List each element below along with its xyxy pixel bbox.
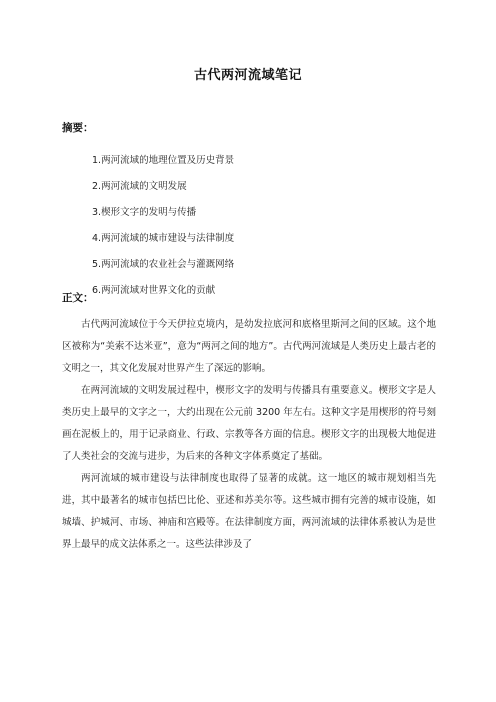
abstract-item: 5.两河流域的农业社会与灌溉网络: [92, 259, 235, 270]
abstract-item: 2.两河流域的文明发展: [92, 181, 187, 192]
abstract-item: 6.两河流域对世界文化的贡献: [92, 285, 216, 296]
body-heading: 正文：: [62, 292, 94, 304]
abstract-list: [92, 148, 234, 304]
body-paragraph: 古代两河流域位于今天伊拉克境内，是幼发拉底河和底格里斯河之间的区域。这个地区被称为“美索不达米亚”，意为“两河之间的地方”。古代两河流域是人类历史上最古老的文明之一，其文化发展对世界产生了深远的影响。: [62, 319, 436, 374]
abstract-item: 1.两河流域的地理位置及历史背景: [92, 155, 235, 166]
abstract-heading: 摘要：: [62, 122, 94, 134]
abstract-item: 4.两河流域的城市建设与法律制度: [92, 233, 235, 244]
document-title: 古代两河流域笔记: [193, 68, 302, 83]
body-paragraph: 在两河流域的文明发展过程中，楔形文字的发明与传播具有重要意义。楔形文字是人类历史上最早的文字之一，大约出现在公元前 3200 年左右。这种文字是用楔形的符号刻画在泥板上的，用于记录商业、行政、宗教等各方面的信息。楔形文字的出现极大地促进了人类社会的交流与进步，为后来的各种文字体系奠定了基础。: [62, 385, 436, 462]
abstract-item: 3.楔形文字的发明与传播: [92, 207, 197, 218]
body-paragraph: 两河流域的城市建设与法律制度也取得了显著的成就。这一地区的城市规划相当先进，其中最著名的城市包括巴比伦、亚述和苏美尔等。这些城市拥有完善的城市设施，如城墙、护城河、市场、神庙和宫殿等。在法律制度方面，两河流域的法律体系被认为是世界上最早的成文法体系之一。这些法律涉及了: [62, 473, 436, 550]
body-text: [62, 314, 436, 556]
